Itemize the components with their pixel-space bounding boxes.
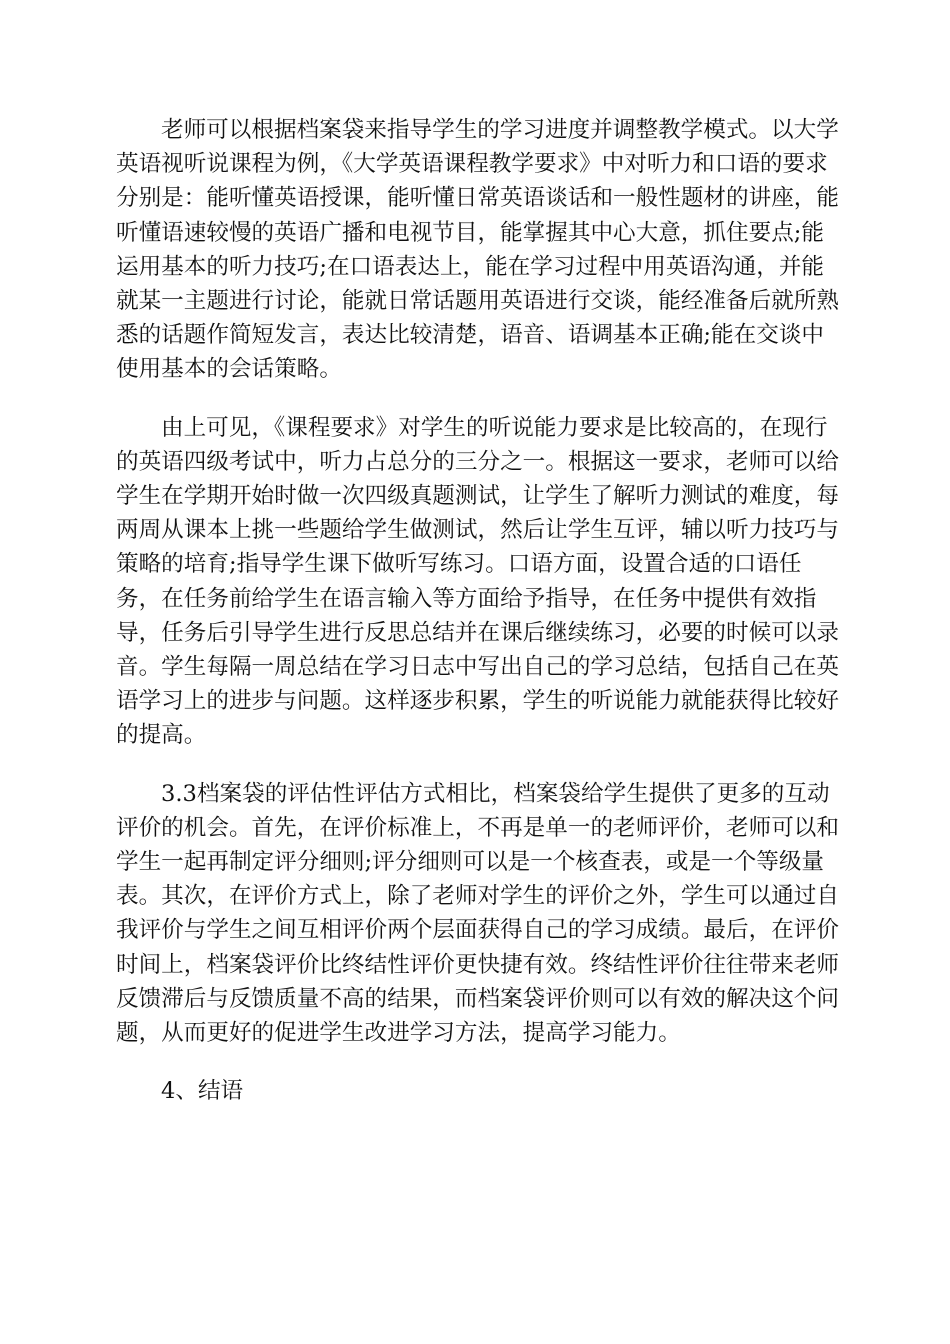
paragraph-line: 悉的话题作简短发言，表达比较清楚，语音、语调基本正确;能在交谈中 bbox=[116, 322, 825, 349]
document-body bbox=[116, 113, 839, 1108]
paragraph-line: 就某一主题进行讨论，能就日常话题用英语进行交谈，能经准备后就所熟 bbox=[116, 288, 839, 315]
paragraph-line: 务，在任务前给学生在语言输入等方面给予指导，在任务中提供有效指 bbox=[116, 585, 817, 612]
paragraph-line: 由上可见，《课程要求》对学生的听说能力要求是比较高的，在现行 bbox=[161, 414, 828, 441]
paragraph-line: 时间上，档案袋评价比终结性评价更快捷有效。终结性评价往往带来老师 bbox=[116, 951, 839, 978]
paragraph-listening-speaking bbox=[116, 411, 839, 753]
paragraph-line: 策略的培育;指导学生课下做听写练习。口语方面，设置合适的口语任 bbox=[116, 551, 802, 578]
paragraph-line: 我评价与学生之间互相评价两个层面获得自己的学习成绩。最后，在评价 bbox=[116, 917, 839, 944]
paragraph-line: 4、结语 bbox=[161, 1078, 244, 1105]
paragraph-line: 语学习上的进步与问题。这样逐步积累，学生的听说能力就能获得比较好 bbox=[116, 688, 839, 715]
paragraph-portfolio-guidance bbox=[116, 113, 839, 387]
paragraph-line: 表。其次，在评价方式上，除了老师对学生的评价之外，学生可以通过自 bbox=[116, 883, 839, 910]
paragraph-line: 英语视听说课程为例，《大学英语课程教学要求》中对听力和口语的要求 bbox=[116, 151, 828, 178]
paragraph-line: 导，任务后引导学生进行反思总结并在课后继续练习，必要的时候可以录 bbox=[116, 619, 839, 646]
paragraph-line: 的英语四级考试中，听力占总分的三分之一。根据这一要求，老师可以给 bbox=[116, 448, 839, 475]
paragraph-line: 使用基本的会话策略。 bbox=[116, 356, 342, 383]
paragraph-line: 老师可以根据档案袋来指导学生的学习进度并调整教学模式。以大学 bbox=[161, 117, 839, 143]
paragraph-line: 学生一起再制定评分细则;评分细则可以是一个核查表，或是一个等级量 bbox=[116, 849, 825, 876]
paragraph-line: 两周从课本上挑一些题给学生做测试，然后让学生互评，辅以听力技巧与 bbox=[116, 517, 839, 544]
paragraph-section-3-3 bbox=[116, 777, 839, 1051]
paragraph-line: 听懂语速较慢的英语广播和电视节目，能掌握其中心大意，抓住要点;能 bbox=[116, 219, 825, 246]
paragraph-line: 的提高。 bbox=[116, 722, 207, 749]
paragraph-line: 评价的机会。首先，在评价标准上，不再是单一的老师评价，老师可以和 bbox=[116, 814, 839, 841]
paragraph-line: 3.3档案袋的评估性评估方式相比，档案袋给学生提供了更多的互动 bbox=[161, 780, 830, 807]
paragraph-line: 反馈滞后与反馈质量不高的结果，而档案袋评价则可以有效的解决这个问 bbox=[116, 985, 839, 1012]
paragraph-line: 学生在学期开始时做一次四级真题测试，让学生了解听力测试的难度，每 bbox=[116, 483, 839, 510]
paragraph-line: 音。学生每隔一周总结在学习日志中写出自己的学习总结，包括自己在英 bbox=[116, 654, 839, 681]
paragraph-line: 题，从而更好的促进学生改进学习方法，提高学习能力。 bbox=[116, 1020, 681, 1047]
section-heading-conclusion bbox=[116, 1074, 834, 1108]
paragraph-line: 运用基本的听力技巧;在口语表达上，能在学习过程中用英语沟通，并能 bbox=[116, 253, 825, 280]
paragraph-line: 分别是：能听懂英语授课，能听懂日常英语谈话和一般性题材的讲座，能 bbox=[116, 185, 839, 212]
